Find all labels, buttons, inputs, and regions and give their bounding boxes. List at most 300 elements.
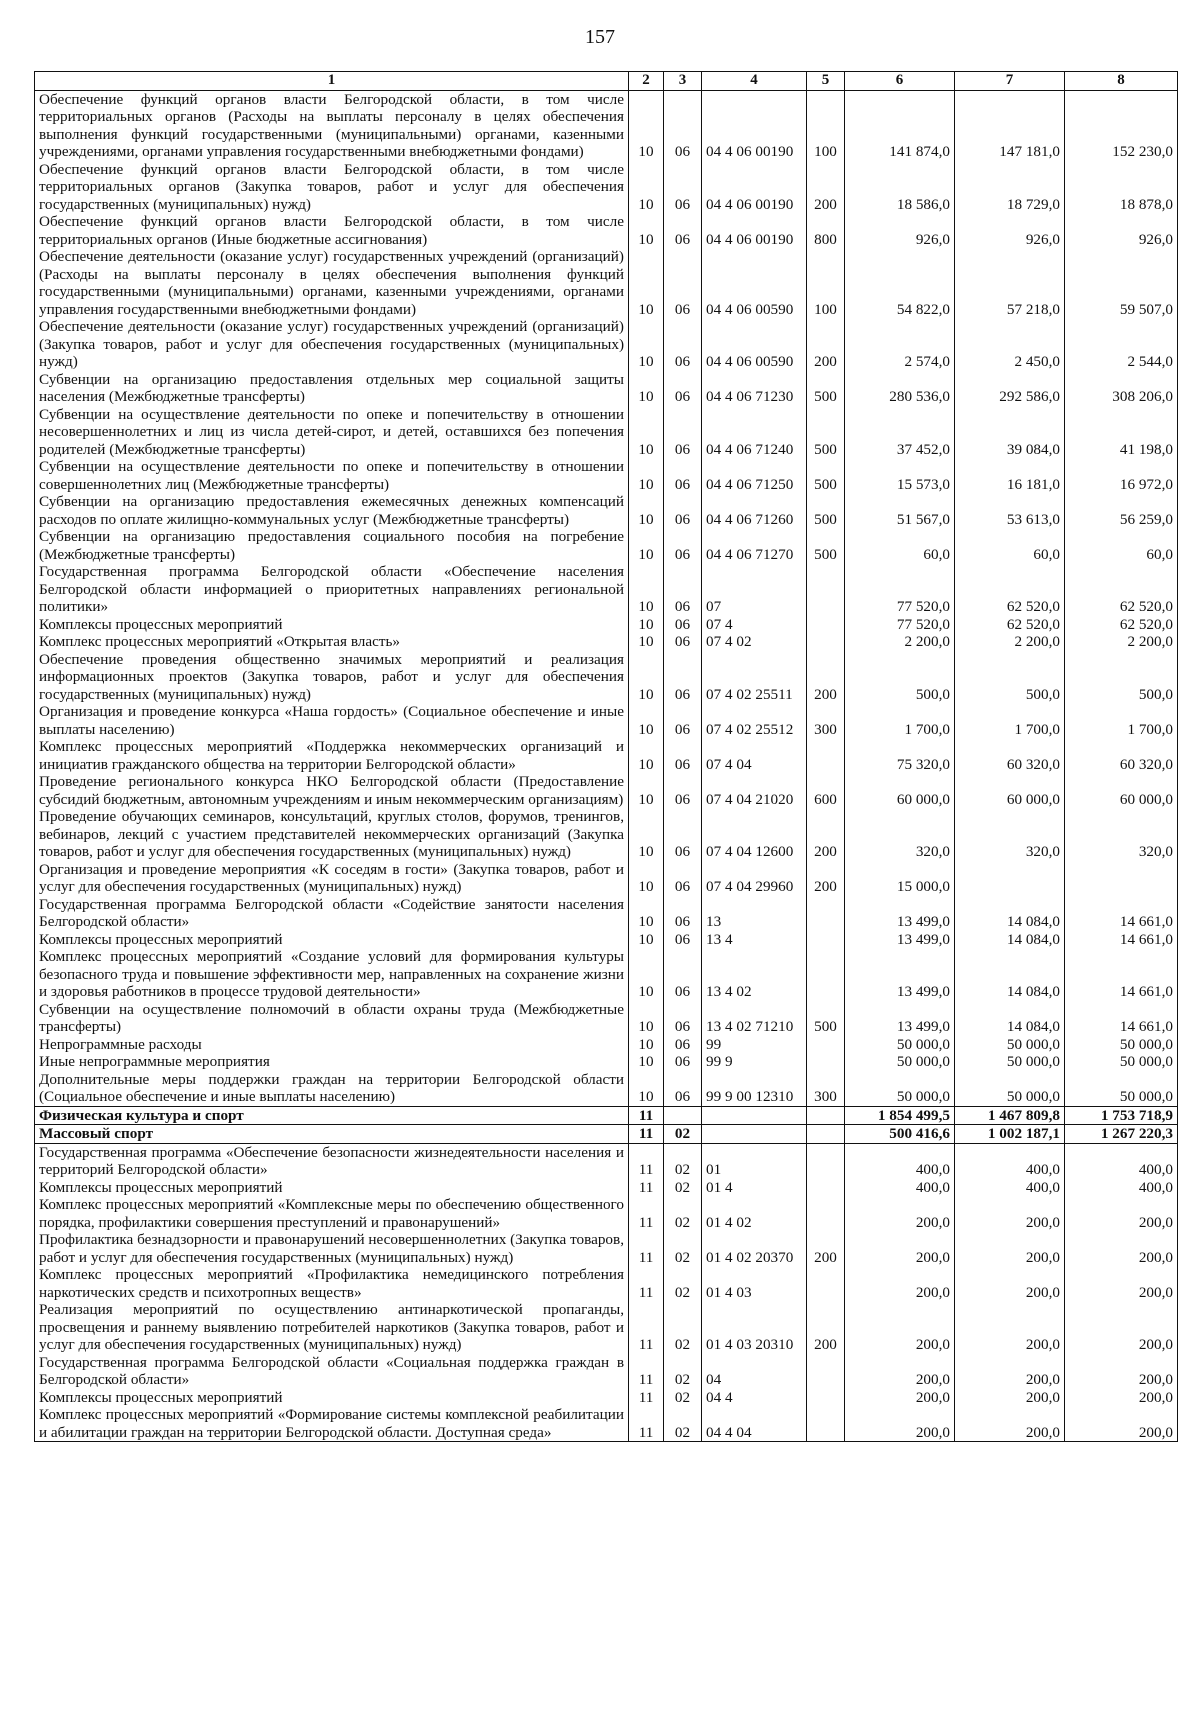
row-name-cell: Комплекс процессных мероприятий «Создание условий для формирования культуры безопасного труда и повышение эффективности мер, направленных на сохранение жизни и здоровья работников в процессе трудовой деятельности» xyxy=(35,948,629,1001)
section-code-cell: 10 xyxy=(629,1071,664,1107)
target-article-cell: 07 4 02 25511 xyxy=(702,651,807,704)
amount-year2-cell xyxy=(955,861,1065,896)
amount-year3-cell: 41 198,0 xyxy=(1065,406,1178,459)
table-row xyxy=(35,861,1178,896)
subsection-code-cell: 02 xyxy=(664,1301,702,1354)
amount-year1-cell: 500 416,6 xyxy=(845,1125,955,1144)
amount-year1-cell: 37 452,0 xyxy=(845,406,955,459)
amount-year2-cell: 200,0 xyxy=(955,1196,1065,1231)
table-row xyxy=(35,493,1178,528)
expense-type-cell xyxy=(807,1406,845,1442)
expense-type-cell: 100 xyxy=(807,90,845,161)
amount-year1-cell: 54 822,0 xyxy=(845,248,955,318)
section-code-cell: 10 xyxy=(629,948,664,1001)
budget-table xyxy=(34,71,1178,1442)
amount-year3-cell: 200,0 xyxy=(1065,1406,1178,1442)
target-article-cell: 99 9 xyxy=(702,1053,807,1071)
target-article-cell: 04 4 06 71240 xyxy=(702,406,807,459)
amount-year2-cell: 1 700,0 xyxy=(955,703,1065,738)
subsection-code-cell: 06 xyxy=(664,161,702,214)
section-code-cell: 10 xyxy=(629,1053,664,1071)
row-name-cell: Обеспечение функций органов власти Белгородской области, в том числе территориальных органов (Иные бюджетные ассигнования) xyxy=(35,213,629,248)
target-article-cell: 01 4 02 20370 xyxy=(702,1231,807,1266)
amount-year1-cell: 2 574,0 xyxy=(845,318,955,371)
expense-type-cell: 500 xyxy=(807,528,845,563)
amount-year1-cell: 13 499,0 xyxy=(845,931,955,949)
section-code-cell: 10 xyxy=(629,213,664,248)
table-row xyxy=(35,633,1178,651)
subsection-code-cell: 06 xyxy=(664,371,702,406)
section-code-cell: 10 xyxy=(629,808,664,861)
row-name-cell: Государственная программа Белгородской области «Социальная поддержка граждан в Белгородской области» xyxy=(35,1354,629,1389)
amount-year1-cell: 77 520,0 xyxy=(845,563,955,616)
section-code-cell: 11 xyxy=(629,1406,664,1442)
row-name-cell: Субвенции на осуществление полномочий в области охраны труда (Межбюджетные трансферты) xyxy=(35,1001,629,1036)
amount-year3-cell: 16 972,0 xyxy=(1065,458,1178,493)
amount-year2-cell: 400,0 xyxy=(955,1179,1065,1197)
target-article-cell: 04 4 06 00190 xyxy=(702,90,807,161)
target-article-cell: 01 4 02 xyxy=(702,1196,807,1231)
amount-year2-cell: 1 467 809,8 xyxy=(955,1106,1065,1125)
amount-year2-cell: 50 000,0 xyxy=(955,1071,1065,1107)
target-article-cell xyxy=(702,1106,807,1125)
amount-year3-cell: 14 661,0 xyxy=(1065,948,1178,1001)
amount-year2-cell: 200,0 xyxy=(955,1406,1065,1442)
target-article-cell: 04 4 06 71270 xyxy=(702,528,807,563)
target-article-cell: 01 4 03 xyxy=(702,1266,807,1301)
amount-year2-cell: 926,0 xyxy=(955,213,1065,248)
amount-year2-cell: 147 181,0 xyxy=(955,90,1065,161)
table-row xyxy=(35,1354,1178,1389)
section-code-cell: 10 xyxy=(629,633,664,651)
amount-year1-cell: 50 000,0 xyxy=(845,1036,955,1054)
amount-year3-cell: 50 000,0 xyxy=(1065,1071,1178,1107)
section-code-cell: 10 xyxy=(629,90,664,161)
amount-year1-cell: 18 586,0 xyxy=(845,161,955,214)
amount-year1-cell: 200,0 xyxy=(845,1266,955,1301)
expense-type-cell: 500 xyxy=(807,493,845,528)
subsection-code-cell: 06 xyxy=(664,948,702,1001)
amount-year3-cell: 200,0 xyxy=(1065,1231,1178,1266)
target-article-cell: 04 4 06 00190 xyxy=(702,161,807,214)
subsection-code-cell: 06 xyxy=(664,931,702,949)
page-number: 157 xyxy=(585,26,615,48)
column-header: 8 xyxy=(1065,72,1178,91)
subsection-code-cell: 06 xyxy=(664,703,702,738)
target-article-cell: 13 4 02 xyxy=(702,948,807,1001)
section-code-cell: 10 xyxy=(629,318,664,371)
amount-year3-cell: 50 000,0 xyxy=(1065,1036,1178,1054)
amount-year3-cell: 59 507,0 xyxy=(1065,248,1178,318)
expense-type-cell xyxy=(807,1354,845,1389)
table-row xyxy=(35,371,1178,406)
amount-year1-cell: 200,0 xyxy=(845,1389,955,1407)
row-name-cell: Реализация мероприятий по осуществлению антинаркотической пропаганды, просвещения и раннему выявлению потребителей наркотиков (Закупка товаров, работ и услуг для обеспечения государственных (муниципальных) нужд) xyxy=(35,1301,629,1354)
row-name-cell: Дополнительные меры поддержки граждан на территории Белгородской области (Социальное обеспечение и иные выплаты населению) xyxy=(35,1071,629,1107)
section-code-cell: 10 xyxy=(629,248,664,318)
target-article-cell: 04 4 04 xyxy=(702,1406,807,1442)
expense-type-cell xyxy=(807,1036,845,1054)
subsection-code-cell: 02 xyxy=(664,1406,702,1442)
expense-type-cell: 200 xyxy=(807,1231,845,1266)
amount-year2-cell: 60 320,0 xyxy=(955,738,1065,773)
subsection-code-cell: 06 xyxy=(664,213,702,248)
subsection-code-cell: 06 xyxy=(664,248,702,318)
amount-year1-cell: 75 320,0 xyxy=(845,738,955,773)
expense-type-cell xyxy=(807,1053,845,1071)
subsection-code-cell: 06 xyxy=(664,861,702,896)
row-name-cell: Обеспечение проведения общественно значимых мероприятий и реализация информационных проектов (Закупка товаров, работ и услуг для обеспечения государственных (муниципальных) нужд) xyxy=(35,651,629,704)
target-article-cell: 07 4 04 21020 xyxy=(702,773,807,808)
subsection-code-cell: 06 xyxy=(664,1036,702,1054)
amount-year3-cell: 200,0 xyxy=(1065,1196,1178,1231)
amount-year2-cell: 62 520,0 xyxy=(955,616,1065,634)
target-article-cell: 01 xyxy=(702,1143,807,1179)
amount-year1-cell: 50 000,0 xyxy=(845,1071,955,1107)
amount-year3-cell: 18 878,0 xyxy=(1065,161,1178,214)
table-row xyxy=(35,1071,1178,1107)
section-code-cell: 11 xyxy=(629,1301,664,1354)
expense-type-cell: 300 xyxy=(807,1071,845,1107)
row-name-cell: Обеспечение функций органов власти Белгородской области, в том числе территориальных органов (Расходы на выплаты персоналу в целях обеспечения выполнения функций государственными (муниципальными) органами, казенными учреждениями, органами управления государственными внебюджетными фондами) xyxy=(35,90,629,161)
amount-year2-cell: 14 084,0 xyxy=(955,931,1065,949)
table-row xyxy=(35,808,1178,861)
amount-year2-cell: 14 084,0 xyxy=(955,948,1065,1001)
amount-year3-cell: 62 520,0 xyxy=(1065,616,1178,634)
table-row xyxy=(35,213,1178,248)
amount-year2-cell: 50 000,0 xyxy=(955,1036,1065,1054)
amount-year1-cell: 200,0 xyxy=(845,1231,955,1266)
subsection-code-cell: 02 xyxy=(664,1231,702,1266)
table-row xyxy=(35,896,1178,931)
amount-year1-cell: 51 567,0 xyxy=(845,493,955,528)
row-name-cell: Субвенции на организацию предоставления отдельных мер социальной защиты населения (Межбюджетные трансферты) xyxy=(35,371,629,406)
amount-year2-cell: 18 729,0 xyxy=(955,161,1065,214)
amount-year2-cell: 57 218,0 xyxy=(955,248,1065,318)
row-name-cell: Обеспечение деятельности (оказание услуг) государственных учреждений (организаций) (Закупка товаров, работ и услуг для обеспечения государственных (муниципальных) нужд) xyxy=(35,318,629,371)
column-header: 4 xyxy=(702,72,807,91)
amount-year3-cell: 400,0 xyxy=(1065,1143,1178,1179)
target-article-cell: 07 4 02 25512 xyxy=(702,703,807,738)
expense-type-cell: 600 xyxy=(807,773,845,808)
table-row xyxy=(35,1001,1178,1036)
amount-year3-cell: 60 320,0 xyxy=(1065,738,1178,773)
section-code-cell: 10 xyxy=(629,493,664,528)
table-row xyxy=(35,406,1178,459)
expense-type-cell xyxy=(807,1106,845,1125)
amount-year3-cell: 60,0 xyxy=(1065,528,1178,563)
target-article-cell: 99 xyxy=(702,1036,807,1054)
row-name-cell: Иные непрограммные мероприятия xyxy=(35,1053,629,1071)
expense-type-cell: 200 xyxy=(807,861,845,896)
row-name-cell: Субвенции на организацию предоставления ежемесячных денежных компенсаций расходов по оплате жилищно-коммунальных услуг (Межбюджетные трансферты) xyxy=(35,493,629,528)
target-article-cell: 07 xyxy=(702,563,807,616)
expense-type-cell xyxy=(807,896,845,931)
amount-year3-cell: 1 267 220,3 xyxy=(1065,1125,1178,1144)
row-name-cell: Обеспечение деятельности (оказание услуг) государственных учреждений (организаций) (Расходы на выплаты персоналу в целях обеспечения выполнения функций государственными (муниципальными) органами, казенными учреждениями, органами управления государственными внебюджетными фондами) xyxy=(35,248,629,318)
subsection-code-cell: 06 xyxy=(664,458,702,493)
table-row xyxy=(35,1389,1178,1407)
target-article-cell: 04 4 06 71250 xyxy=(702,458,807,493)
amount-year3-cell: 2 544,0 xyxy=(1065,318,1178,371)
amount-year3-cell: 926,0 xyxy=(1065,213,1178,248)
section-code-cell: 10 xyxy=(629,528,664,563)
table-row xyxy=(35,1053,1178,1071)
section-code-cell: 10 xyxy=(629,861,664,896)
amount-year2-cell: 200,0 xyxy=(955,1354,1065,1389)
target-article-cell: 04 4 06 71260 xyxy=(702,493,807,528)
table-row xyxy=(35,1266,1178,1301)
row-name-cell: Комплекс процессных мероприятий «Открытая власть» xyxy=(35,633,629,651)
expense-type-cell xyxy=(807,1179,845,1197)
section-code-cell: 10 xyxy=(629,651,664,704)
expense-type-cell: 200 xyxy=(807,808,845,861)
amount-year3-cell: 152 230,0 xyxy=(1065,90,1178,161)
amount-year1-cell: 2 200,0 xyxy=(845,633,955,651)
expense-type-cell xyxy=(807,931,845,949)
section-code-cell: 10 xyxy=(629,406,664,459)
section-code-cell: 11 xyxy=(629,1354,664,1389)
section-code-cell: 11 xyxy=(629,1196,664,1231)
amount-year3-cell: 200,0 xyxy=(1065,1389,1178,1407)
amount-year2-cell: 200,0 xyxy=(955,1231,1065,1266)
expense-type-cell: 200 xyxy=(807,318,845,371)
amount-year1-cell: 77 520,0 xyxy=(845,616,955,634)
column-header-row xyxy=(35,72,1178,91)
amount-year3-cell: 14 661,0 xyxy=(1065,931,1178,949)
expense-type-cell: 200 xyxy=(807,1301,845,1354)
subsection-code-cell: 06 xyxy=(664,1053,702,1071)
row-name-cell: Комплекс процессных мероприятий «Поддержка некоммерческих организаций и инициатив гражданского общества на территории Белгородской области» xyxy=(35,738,629,773)
amount-year3-cell: 400,0 xyxy=(1065,1179,1178,1197)
section-code-cell: 10 xyxy=(629,1001,664,1036)
amount-year1-cell: 500,0 xyxy=(845,651,955,704)
table-row xyxy=(35,90,1178,161)
table-row xyxy=(35,1106,1178,1125)
section-code-cell: 10 xyxy=(629,896,664,931)
table-row xyxy=(35,1143,1178,1179)
amount-year1-cell: 15 000,0 xyxy=(845,861,955,896)
section-code-cell: 11 xyxy=(629,1179,664,1197)
target-article-cell: 01 4 xyxy=(702,1179,807,1197)
target-article-cell xyxy=(702,1125,807,1144)
table-row xyxy=(35,616,1178,634)
target-article-cell: 13 4 xyxy=(702,931,807,949)
target-article-cell: 99 9 00 12310 xyxy=(702,1071,807,1107)
row-name-cell: Комплекс процессных мероприятий «Формирование системы комплексной реабилитации и абилитации граждан на территории Белгородской области. Доступная среда» xyxy=(35,1406,629,1442)
subsection-code-cell: 02 xyxy=(664,1389,702,1407)
amount-year3-cell: 14 661,0 xyxy=(1065,896,1178,931)
amount-year3-cell xyxy=(1065,861,1178,896)
target-article-cell: 07 4 04 29960 xyxy=(702,861,807,896)
row-name-cell: Обеспечение функций органов власти Белгородской области, в том числе территориальных органов (Закупка товаров, работ и услуг для обеспечения государственных (муниципальных) нужд) xyxy=(35,161,629,214)
amount-year1-cell: 60 000,0 xyxy=(845,773,955,808)
amount-year1-cell: 141 874,0 xyxy=(845,90,955,161)
amount-year1-cell: 15 573,0 xyxy=(845,458,955,493)
expense-type-cell: 300 xyxy=(807,703,845,738)
row-name-cell: Проведение регионального конкурса НКО Белгородской области (Предоставление субсидий бюджетным, автономным учреждениям и иным некоммерческим организациям) xyxy=(35,773,629,808)
amount-year3-cell: 2 200,0 xyxy=(1065,633,1178,651)
amount-year3-cell: 200,0 xyxy=(1065,1266,1178,1301)
section-code-cell: 10 xyxy=(629,1036,664,1054)
row-name-cell: Субвенции на осуществление деятельности по опеке и попечительству в отношении совершеннолетних лиц (Межбюджетные трансферты) xyxy=(35,458,629,493)
target-article-cell: 04 4 06 00590 xyxy=(702,248,807,318)
row-name-cell: Организация и проведение мероприятия «К соседям в гости» (Закупка товаров, работ и услуг для обеспечения государственных (муниципальных) нужд) xyxy=(35,861,629,896)
amount-year1-cell: 60,0 xyxy=(845,528,955,563)
column-header: 5 xyxy=(807,72,845,91)
section-code-cell: 10 xyxy=(629,371,664,406)
amount-year2-cell: 200,0 xyxy=(955,1301,1065,1354)
amount-year2-cell: 62 520,0 xyxy=(955,563,1065,616)
amount-year2-cell: 14 084,0 xyxy=(955,1001,1065,1036)
amount-year3-cell: 62 520,0 xyxy=(1065,563,1178,616)
expense-type-cell xyxy=(807,738,845,773)
amount-year1-cell: 13 499,0 xyxy=(845,896,955,931)
subsection-code-cell: 06 xyxy=(664,808,702,861)
table-row xyxy=(35,773,1178,808)
section-code-cell: 10 xyxy=(629,563,664,616)
expense-type-cell xyxy=(807,1266,845,1301)
amount-year1-cell: 400,0 xyxy=(845,1143,955,1179)
row-name-cell: Государственная программа «Обеспечение безопасности жизнедеятельности населения и территорий Белгородской области» xyxy=(35,1143,629,1179)
table-row xyxy=(35,318,1178,371)
table-row xyxy=(35,703,1178,738)
amount-year1-cell: 280 536,0 xyxy=(845,371,955,406)
amount-year1-cell: 200,0 xyxy=(845,1301,955,1354)
row-name-cell: Организация и проведение конкурса «Наша гордость» (Социальное обеспечение и иные выплаты населению) xyxy=(35,703,629,738)
row-name-cell: Непрограммные расходы xyxy=(35,1036,629,1054)
amount-year2-cell: 14 084,0 xyxy=(955,896,1065,931)
amount-year1-cell: 200,0 xyxy=(845,1354,955,1389)
section-code-cell: 11 xyxy=(629,1143,664,1179)
subsection-code-cell: 02 xyxy=(664,1354,702,1389)
subsection-code-cell: 02 xyxy=(664,1266,702,1301)
row-name-cell: Государственная программа Белгородской области «Обеспечение населения Белгородской области информацией о приоритетных направлениях региональной политики» xyxy=(35,563,629,616)
amount-year2-cell: 400,0 xyxy=(955,1143,1065,1179)
amount-year2-cell: 292 586,0 xyxy=(955,371,1065,406)
table-row xyxy=(35,248,1178,318)
subsection-code-cell: 06 xyxy=(664,616,702,634)
amount-year3-cell: 320,0 xyxy=(1065,808,1178,861)
row-name-cell: Физическая культура и спорт xyxy=(35,1106,629,1125)
section-code-cell: 10 xyxy=(629,703,664,738)
target-article-cell: 07 4 xyxy=(702,616,807,634)
subsection-code-cell: 06 xyxy=(664,563,702,616)
amount-year1-cell: 50 000,0 xyxy=(845,1053,955,1071)
table-row xyxy=(35,931,1178,949)
section-code-cell: 10 xyxy=(629,458,664,493)
table-row xyxy=(35,528,1178,563)
amount-year1-cell: 1 854 499,5 xyxy=(845,1106,955,1125)
amount-year2-cell: 1 002 187,1 xyxy=(955,1125,1065,1144)
table-row xyxy=(35,563,1178,616)
column-header: 1 xyxy=(35,72,629,91)
amount-year1-cell: 320,0 xyxy=(845,808,955,861)
table-row xyxy=(35,161,1178,214)
amount-year2-cell: 50 000,0 xyxy=(955,1053,1065,1071)
section-code-cell: 10 xyxy=(629,161,664,214)
target-article-cell: 04 4 06 00590 xyxy=(702,318,807,371)
table-row xyxy=(35,1196,1178,1231)
table-row xyxy=(35,948,1178,1001)
row-name-cell: Субвенции на осуществление деятельности по опеке и попечительству в отношении несовершеннолетних и лиц из числа детей-сирот, и детей, оставшихся без попечения родителей (Межбюджетные трансферты) xyxy=(35,406,629,459)
amount-year2-cell: 60 000,0 xyxy=(955,773,1065,808)
table-body xyxy=(35,90,1178,1442)
expense-type-cell: 500 xyxy=(807,1001,845,1036)
amount-year2-cell: 39 084,0 xyxy=(955,406,1065,459)
row-name-cell: Массовый спорт xyxy=(35,1125,629,1144)
target-article-cell: 01 4 03 20310 xyxy=(702,1301,807,1354)
amount-year1-cell: 200,0 xyxy=(845,1406,955,1442)
row-name-cell: Государственная программа Белгородской области «Содействие занятости населения Белгородской области» xyxy=(35,896,629,931)
row-name-cell: Комплексы процессных мероприятий xyxy=(35,931,629,949)
amount-year1-cell: 400,0 xyxy=(845,1179,955,1197)
target-article-cell: 04 4 xyxy=(702,1389,807,1407)
table-row xyxy=(35,1036,1178,1054)
subsection-code-cell: 02 xyxy=(664,1143,702,1179)
row-name-cell: Комплексы процессных мероприятий xyxy=(35,1389,629,1407)
amount-year3-cell: 200,0 xyxy=(1065,1354,1178,1389)
subsection-code-cell: 06 xyxy=(664,738,702,773)
amount-year1-cell: 200,0 xyxy=(845,1196,955,1231)
section-code-cell: 10 xyxy=(629,773,664,808)
table-row xyxy=(35,738,1178,773)
expense-type-cell: 500 xyxy=(807,371,845,406)
amount-year3-cell: 14 661,0 xyxy=(1065,1001,1178,1036)
expense-type-cell xyxy=(807,1143,845,1179)
row-name-cell: Комплексы процессных мероприятий xyxy=(35,1179,629,1197)
subsection-code-cell: 06 xyxy=(664,896,702,931)
expense-type-cell xyxy=(807,948,845,1001)
table-row xyxy=(35,1301,1178,1354)
target-article-cell: 04 4 06 00190 xyxy=(702,213,807,248)
target-article-cell: 04 xyxy=(702,1354,807,1389)
table-row xyxy=(35,1179,1178,1197)
amount-year1-cell: 13 499,0 xyxy=(845,948,955,1001)
subsection-code-cell: 06 xyxy=(664,318,702,371)
row-name-cell: Комплекс процессных мероприятий «Профилактика немедицинского потребления наркотических средств и психотропных веществ» xyxy=(35,1266,629,1301)
subsection-code-cell: 06 xyxy=(664,773,702,808)
subsection-code-cell: 06 xyxy=(664,1071,702,1107)
subsection-code-cell: 06 xyxy=(664,1001,702,1036)
expense-type-cell: 200 xyxy=(807,651,845,704)
table-row xyxy=(35,1231,1178,1266)
amount-year1-cell: 1 700,0 xyxy=(845,703,955,738)
column-header: 6 xyxy=(845,72,955,91)
section-code-cell: 11 xyxy=(629,1106,664,1125)
column-header: 7 xyxy=(955,72,1065,91)
section-code-cell: 10 xyxy=(629,616,664,634)
subsection-code-cell: 06 xyxy=(664,633,702,651)
row-name-cell: Комплекс процессных мероприятий «Комплексные меры по обеспечению общественного порядка, профилактики совершения преступлений и правонарушений» xyxy=(35,1196,629,1231)
section-code-cell: 11 xyxy=(629,1125,664,1144)
section-code-cell: 11 xyxy=(629,1231,664,1266)
expense-type-cell: 100 xyxy=(807,248,845,318)
expense-type-cell: 800 xyxy=(807,213,845,248)
amount-year3-cell: 200,0 xyxy=(1065,1301,1178,1354)
amount-year2-cell: 200,0 xyxy=(955,1266,1065,1301)
section-code-cell: 11 xyxy=(629,1266,664,1301)
section-code-cell: 10 xyxy=(629,738,664,773)
amount-year2-cell: 320,0 xyxy=(955,808,1065,861)
column-header: 2 xyxy=(629,72,664,91)
amount-year3-cell: 56 259,0 xyxy=(1065,493,1178,528)
subsection-code-cell: 02 xyxy=(664,1179,702,1197)
amount-year2-cell: 2 450,0 xyxy=(955,318,1065,371)
section-code-cell: 10 xyxy=(629,931,664,949)
amount-year2-cell: 53 613,0 xyxy=(955,493,1065,528)
expense-type-cell xyxy=(807,1389,845,1407)
